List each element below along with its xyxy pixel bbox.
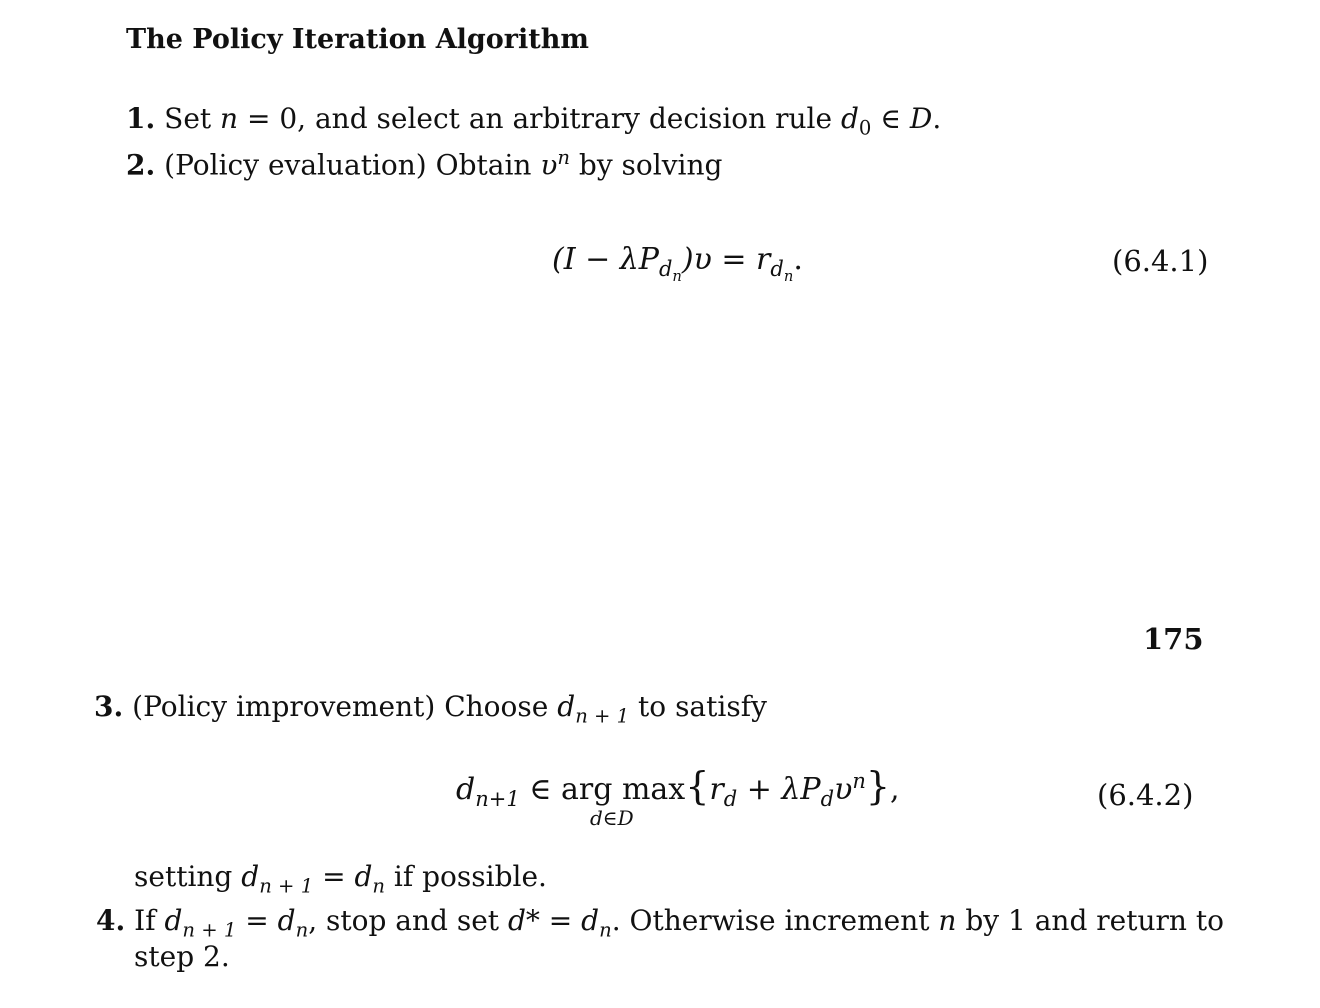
step-text: to satisfy (629, 690, 767, 723)
equation-6-4-1 (552, 242, 803, 285)
step-4 (96, 904, 1224, 942)
subscript: n + 1 (182, 918, 237, 942)
step-text: . (932, 102, 942, 135)
decision-rule-d: d (840, 102, 859, 135)
subscript: n + 1 (259, 874, 314, 898)
step-number: 1. (126, 102, 156, 135)
step-number: 2. (126, 148, 156, 182)
step-3 (94, 690, 767, 728)
eq-part: υ (834, 772, 853, 807)
decision-rule-d: d (581, 904, 600, 937)
close-brace: } (865, 764, 891, 808)
step-text: ∈ (871, 102, 910, 135)
value-v: υ (540, 148, 558, 182)
equation-number: (6.4.2) (1097, 778, 1194, 812)
eq-part: )υ = r (681, 242, 771, 277)
eq-part: (I − λP (552, 242, 659, 277)
set-D: D (909, 102, 933, 135)
text: setting (134, 860, 242, 893)
decision-rule-d: d (277, 904, 296, 937)
step-text: If (134, 904, 165, 937)
step-text: (Policy improvement) Choose (132, 690, 558, 723)
step-text: by 1 and return to (956, 904, 1224, 937)
step-text: (Policy evaluation) Obtain (164, 148, 541, 182)
subscript: dn (658, 257, 682, 286)
step-text: = (236, 904, 278, 937)
page-heading: The Policy Iteration Algorithm (126, 24, 589, 55)
subscript: 0 (858, 116, 872, 140)
subscript: n + 1 (575, 704, 630, 728)
optimal-rule: d* (507, 904, 540, 937)
step-text: , stop and set (308, 904, 508, 937)
subscript: dn (770, 257, 794, 286)
variable-n: n (220, 102, 239, 135)
equation-number: (6.4.1) (1112, 244, 1209, 278)
step-text: = (539, 904, 582, 937)
step-text: by solving (570, 148, 723, 182)
decision-rule-d: d (164, 904, 183, 937)
decision-rule-d: d (354, 860, 373, 893)
eq-part: d (456, 772, 476, 807)
step-text: . Otherwise increment (611, 904, 939, 937)
eq-part: r (709, 772, 724, 807)
subscript: n (295, 918, 309, 942)
step-text: Set (164, 102, 221, 135)
text: = (313, 860, 355, 893)
eq-part: . (793, 242, 803, 277)
superscript: n (852, 769, 866, 793)
step-text: = 0, and select an arbitrary decision rule (238, 102, 841, 135)
eq-part: ∈ arg max (519, 772, 686, 807)
open-brace: { (685, 764, 710, 808)
equation-6-4-2 (456, 764, 900, 811)
eq-part: + λP (737, 772, 821, 807)
setting-line (134, 860, 547, 898)
subscript: n (599, 918, 612, 942)
step-4-continued: step 2. (134, 940, 230, 973)
subscript: d (820, 787, 835, 811)
superscript: n (557, 146, 570, 169)
step-number: 4. (96, 904, 126, 937)
step-2 (126, 146, 722, 181)
subscript: d (723, 787, 738, 811)
variable-n: n (938, 904, 957, 937)
decision-rule-d: d (241, 860, 260, 893)
eq-part: , (890, 772, 900, 807)
step-1 (126, 102, 941, 140)
argmax-subscript: d∈D (590, 806, 634, 830)
subscript: n (372, 874, 385, 898)
text: if possible. (385, 860, 547, 893)
step-number: 3. (94, 690, 124, 723)
subscript: n+1 (475, 787, 520, 811)
decision-rule-d: d (557, 690, 576, 723)
page-number: 175 (1143, 622, 1204, 656)
